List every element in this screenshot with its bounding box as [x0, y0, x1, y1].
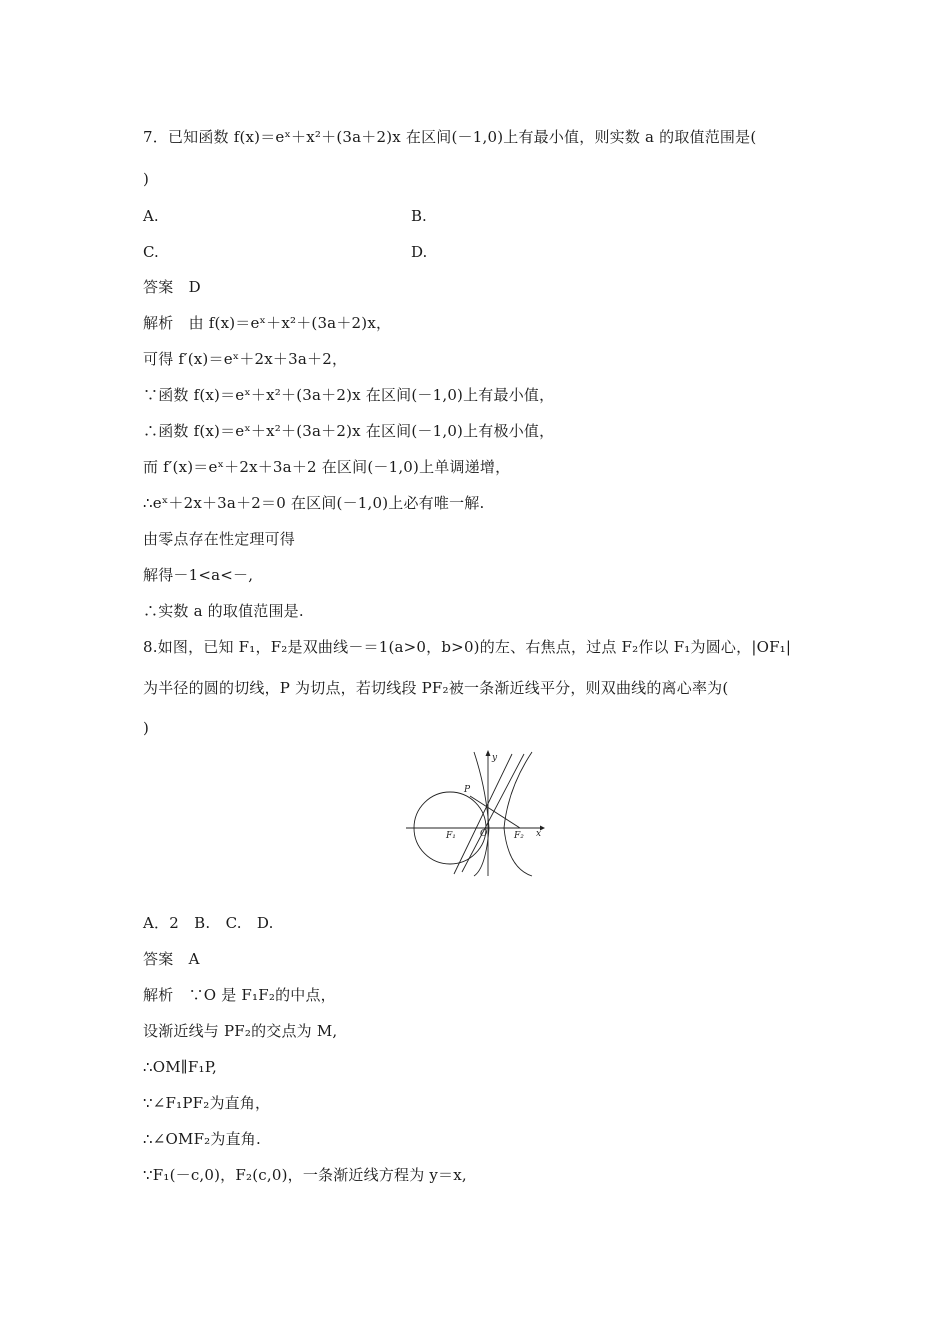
q7-option-c: C.: [143, 243, 159, 261]
q8-stem-line3: ): [143, 719, 150, 737]
q8-stem-line2: 为半径的圆的切线，P 为切点，若切线段 PF₂被一条渐近线平分，则双曲线的离心率为(: [143, 679, 729, 697]
q7-solution-line: ∵函数 f(x)＝eˣ＋x²＋(3a＋2)x 在区间(－1,0)上有最小值，: [143, 386, 555, 404]
q7-option-d: D.: [411, 243, 428, 261]
hyperbola-right-branch: [504, 752, 532, 876]
q7-solution-line: 解得－1<a<－,: [143, 566, 254, 584]
q7-solution-line: ∴函数 f(x)＝eˣ＋x²＋(3a＋2)x 在区间(－1,0)上有极小值，: [143, 422, 555, 440]
label-p: P: [464, 785, 471, 795]
q7-solution-line: 由零点存在性定理可得: [143, 530, 296, 548]
q7-stem-line1: 7．已知函数 f(x)＝eˣ＋x²＋(3a＋2)x 在区间(－1,0)上有最小值，则实数 a 的取值范围是(: [143, 128, 757, 146]
q7-option-a: A.: [143, 207, 159, 225]
tangent-pf2: [470, 796, 520, 828]
q8-solution-line: 设渐近线与 PF₂的交点为 M,: [143, 1022, 338, 1040]
q8-solution-line: ∵F₁(－c,0)，F₂(c,0)，一条渐近线方程为 y＝x,: [143, 1166, 467, 1184]
q7-solution-line: 而 f′(x)＝eˣ＋2x＋3a＋2 在区间(－1,0)上单调递增，: [143, 458, 511, 476]
q8-solution-line: 解析 ∵O 是 F₁F₂的中点，: [143, 986, 336, 1004]
q8-answer: 答案 A: [143, 950, 200, 968]
q8-solution-line: ∴∠OMF₂为直角.: [143, 1130, 261, 1148]
asymptote-positive: [454, 754, 512, 874]
q7-answer: 答案 D: [143, 278, 201, 296]
y-axis-arrow: [486, 750, 491, 756]
q7-solution-line: 解析 由 f(x)＝eˣ＋x²＋(3a＋2)x，: [143, 314, 392, 332]
label-y: y: [492, 753, 498, 763]
q7-solution-line: 可得 f′(x)＝eˣ＋2x＋3a＋2，: [143, 350, 348, 368]
q7-solution-line: ∴eˣ＋2x＋3a＋2＝0 在区间(－1,0)上必有唯一解.: [143, 494, 485, 512]
label-f2: F₂: [514, 831, 524, 841]
label-x: x: [536, 829, 542, 839]
asymptote-through-p: [462, 754, 524, 872]
label-f1: F₁: [446, 831, 456, 841]
label-o: O: [480, 829, 488, 839]
q8-solution-line: ∵∠F₁PF₂为直角，: [143, 1094, 271, 1112]
hyperbola-diagram: [404, 748, 550, 878]
q8-stem-line1: 8.如图，已知 F₁，F₂是双曲线－＝1(a>0，b>0)的左、右焦点，过点 F₂作以 F₁为圆心，|OF₁|: [143, 638, 792, 656]
q7-solution-line: ∴实数 a 的取值范围是.: [143, 602, 304, 620]
q7-option-b: B.: [411, 207, 427, 225]
hyperbola-figure: [404, 748, 550, 878]
q8-options: A．2 B. C. D.: [143, 914, 274, 932]
hyperbola-left-branch: [474, 752, 489, 876]
q8-solution-line: ∴OM∥F₁P,: [143, 1058, 217, 1076]
q7-stem-line2: ): [143, 170, 150, 188]
